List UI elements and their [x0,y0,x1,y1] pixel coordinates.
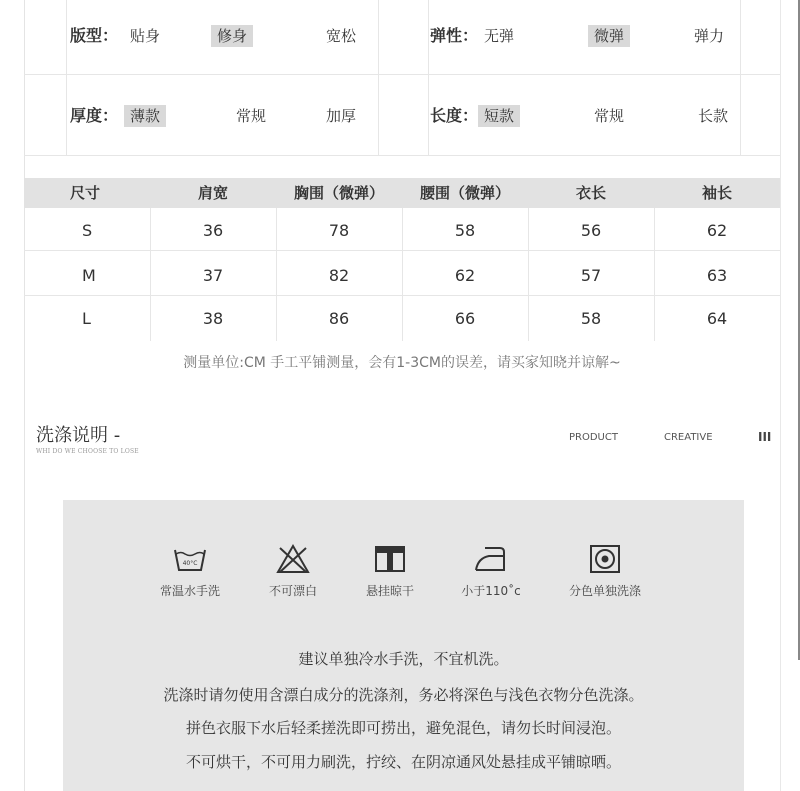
size-value-cell: 38 [202,309,224,328]
page-right-margin [780,0,800,791]
length-option[interactable]: 常规 [594,107,625,125]
iron-icon [473,544,507,574]
size-value-cell: 58 [454,221,476,240]
no-bleach-icon [276,544,310,574]
wash-panel [63,500,744,791]
size-label-cell: L [82,309,91,328]
separate-wash-icon [588,544,622,574]
wash-tub-label: 常温水手洗 [159,584,220,598]
divider [66,0,67,156]
wash-instruction-line: 不可烘干，不可用力刷洗，拧绞、在阴凉通风处悬挂成平铺晾晒。 [185,753,621,771]
length-option[interactable]: 长款 [698,107,729,125]
page-left-margin [0,0,25,791]
divider [428,0,429,156]
size-label-cell: S [82,221,93,240]
iron-label: 小于110˚c [461,584,521,598]
length-option-selected[interactable]: 短款 [478,105,520,127]
elasticity-label: 弹性： [430,26,479,45]
size-label-cell: M [82,266,96,285]
version-option[interactable]: 宽松 [326,27,357,45]
size-value-cell: 37 [202,266,224,285]
wash-temperature: 40°C [182,560,198,567]
divider [740,0,741,156]
size-value-cell: 63 [706,266,728,285]
version-label: 版型： [70,26,119,45]
wash-instruction-line: 拼色衣服下水后轻柔搓洗即可捞出，避免混色，请勿长时间浸泡。 [185,719,621,737]
length-label: 长度： [430,106,479,125]
size-value-cell: 62 [454,266,476,285]
divider [24,155,780,156]
thickness-option[interactable]: 常规 [236,107,267,125]
nav-creative[interactable]: CREATIVE [664,432,713,443]
measurement-note: 测量单位:CM 手工平铺测量，会有1-3CM的误差，请买家知晓并谅解~ [183,355,621,371]
header-chest: 胸围（微弹） [293,184,384,202]
size-value-cell: 36 [202,221,224,240]
header-length: 衣长 [575,184,606,202]
wash-subtitle: WHI DO WE CHOOSE TO LOSE [36,448,139,455]
size-value-cell: 66 [454,309,476,328]
wash-tub-icon [173,544,207,574]
header-size: 尺寸 [70,184,101,202]
divider [24,74,780,75]
separate-wash-label: 分色单独洗涤 [568,584,641,598]
header-sleeve: 袖长 [701,184,732,202]
thickness-option-selected[interactable]: 薄款 [124,105,166,127]
size-value-cell: 82 [328,266,350,285]
no-bleach-label: 不可漂白 [268,584,317,598]
elasticity-option-selected[interactable]: 微弹 [588,25,630,47]
hang-dry-icon [373,544,407,574]
version-option[interactable]: 贴身 [130,27,161,45]
header-waist: 腰围（微弹） [419,184,510,202]
elasticity-option[interactable]: 无弹 [484,27,515,45]
size-value-cell: 56 [580,221,602,240]
thickness-option[interactable]: 加厚 [326,107,357,125]
size-value-cell: 78 [328,221,350,240]
divider [378,0,379,156]
hang-dry-label: 悬挂晾干 [365,584,414,598]
size-value-cell: 62 [706,221,728,240]
nav-menu[interactable]: III [758,430,772,444]
thickness-label: 厚度： [70,106,119,125]
size-value-cell: 57 [580,266,602,285]
header-shoulder: 肩宽 [197,184,228,202]
version-option-selected[interactable]: 修身 [211,25,253,47]
wash-instruction-line: 建议单独冷水手洗，不宜机洗。 [298,650,509,668]
attribute-table [24,0,780,156]
size-value-cell: 58 [580,309,602,328]
size-value-cell: 64 [706,309,728,328]
wash-title: 洗涤说明 - [36,425,121,446]
wash-instruction-line: 洗涤时请勿使用含漂白成分的洗涤剂，务必将深色与浅色衣物分色洗涤。 [163,686,644,704]
nav-product[interactable]: PRODUCT [569,432,618,443]
size-value-cell: 86 [328,309,350,328]
elasticity-option[interactable]: 弹力 [694,27,725,45]
